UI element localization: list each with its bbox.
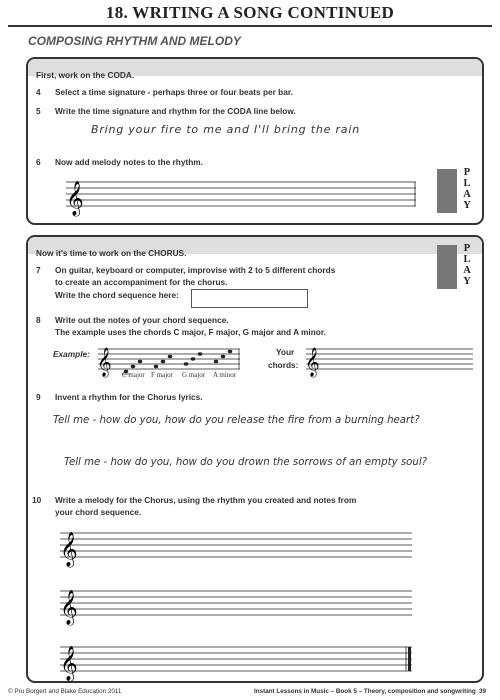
- header-rule: [8, 25, 492, 27]
- play-label: P L A Y: [463, 243, 471, 287]
- question-6-text: Now add melody notes to the rhythm.: [55, 157, 203, 167]
- question-4-text: Select a time signature - perhaps three or four beats per bar.: [55, 87, 293, 97]
- question-7-line1: On guitar, keyboard or computer, improvise with 2 to 5 different chords: [55, 265, 336, 275]
- chord-sequence-input[interactable]: [191, 289, 308, 308]
- coda-panel: [26, 57, 484, 225]
- chord-name-3: G major: [182, 371, 206, 379]
- question-9-text: Invent a rhythm for the Chorus lyrics.: [55, 392, 203, 402]
- treble-clef-icon: 𝄞: [60, 590, 78, 625]
- treble-clef-icon: 𝄞: [60, 532, 78, 567]
- question-number-6: 6: [36, 157, 41, 167]
- question-10-line2: your chord sequence.: [55, 507, 142, 517]
- treble-clef-icon: 𝄞: [66, 181, 84, 216]
- page-header: [8, 2, 492, 24]
- your-chords-label-1: Your: [276, 347, 295, 357]
- chorus-panel: [26, 235, 484, 683]
- question-7-line3: Write the chord sequence here:: [55, 290, 179, 300]
- melody-staff-2[interactable]: [60, 585, 412, 627]
- question-8-line2: The example uses the chords C major, F major, G major and A minor.: [55, 327, 326, 337]
- your-chords-staff[interactable]: [306, 343, 473, 383]
- chord-name-4: A minor: [213, 371, 237, 379]
- coda-intro: First, work on the CODA.: [36, 70, 135, 80]
- question-8-line1: Write out the notes of your chord sequence.: [55, 315, 229, 325]
- treble-clef-icon: 𝄞: [60, 646, 78, 681]
- coda-lyric: Bring your fire to me and I'll bring the rain: [91, 123, 360, 136]
- chorus-lyric-2: Tell me - how do you, how do you drown the sorrows of an empty soul?: [64, 457, 428, 468]
- treble-clef-icon: 𝄞: [305, 347, 320, 376]
- page-number: 39: [479, 688, 487, 695]
- play-label: P L A Y: [463, 167, 471, 211]
- question-5-text: Write the time signature and rhythm for the CODA line below.: [55, 106, 296, 116]
- question-number-8: 8: [36, 315, 41, 325]
- footer-book-title: Instant Lessons in Music – Book 5 – Theory, composition and songwriting: [254, 688, 476, 695]
- question-number-5: 5: [36, 106, 41, 116]
- footer-copyright: © Pru Borgert and Blake Education 2011: [8, 688, 122, 695]
- question-10-line1: Write a melody for the Chorus, using the rhythm you created and notes from: [55, 495, 357, 505]
- chord-name-2: F major: [151, 371, 173, 379]
- hand-icon: [437, 169, 457, 213]
- question-number-4: 4: [36, 87, 41, 97]
- page-title: 18. WRITING A SONG CONTINUED: [105, 3, 395, 22]
- melody-staff-1[interactable]: [60, 527, 412, 569]
- question-7-line2: to create an accompaniment for the chorus.: [55, 277, 228, 287]
- melody-staff-3[interactable]: [60, 641, 412, 683]
- hand-icon: [437, 245, 457, 289]
- chord-name-1: C major: [122, 371, 145, 379]
- coda-staff[interactable]: [66, 176, 416, 216]
- chorus-play-button[interactable]: [437, 243, 479, 291]
- treble-clef-icon: 𝄞: [97, 347, 112, 376]
- section-title: COMPOSING RHYTHM AND MELODY: [28, 34, 241, 48]
- chorus-intro: Now it's time to work on the CHORUS.: [36, 248, 187, 258]
- chorus-lyric-1: Tell me - how do you, how do you release the fire from a burning heart?: [53, 415, 420, 426]
- question-number-7: 7: [36, 265, 41, 275]
- your-chords-label-2: chords:: [268, 360, 299, 370]
- example-label: Example:: [53, 349, 90, 359]
- question-number-9: 9: [36, 392, 41, 402]
- example-staff: [98, 343, 240, 387]
- question-number-10: 10: [32, 495, 42, 505]
- coda-play-button[interactable]: [437, 167, 479, 215]
